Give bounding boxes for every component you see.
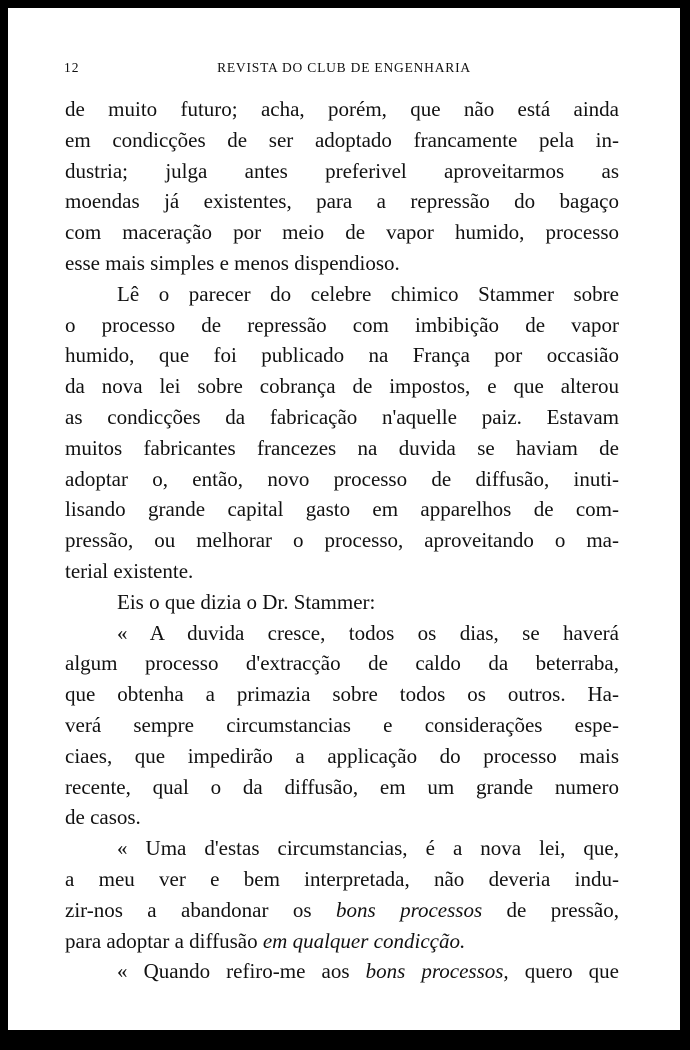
running-title: REVISTA DO CLUB DE ENGENHARIA: [217, 60, 471, 75]
italic-phrase: bons processos,: [365, 959, 509, 984]
text-line: de casos.: [65, 805, 141, 830]
text-line: moendas já existentes, para a repressão do bagaço: [65, 189, 619, 214]
page-number: 12: [64, 60, 80, 75]
text-line: humido, que foi publicado na França por occasião: [65, 343, 619, 368]
text-line: ciaes, que impedirão a applicação do processo mais: [65, 743, 619, 768]
book-page: [8, 8, 680, 1030]
text-line: recente, qual o da diffusão, em um grande numero: [65, 774, 619, 799]
paragraph-5: [65, 833, 619, 956]
text-line: adoptar o, então, novo processo de diffusão, inuti-: [65, 466, 619, 491]
text-line: lisando grande capital gasto em apparelhos de com-: [65, 497, 619, 522]
text-line: [65, 895, 619, 926]
text-line: da nova lei sobre cobrança de impostos, e que alterou: [65, 374, 619, 399]
text-run: para adoptar a diffusão: [65, 928, 263, 953]
text-line: a meu ver e bem interpretada, não deveria indu-: [65, 866, 619, 891]
paragraph-4: [65, 618, 619, 834]
text-line: que obtenha a primazia sobre todos os outros. Ha-: [65, 682, 619, 707]
paragraph-1: [65, 94, 619, 279]
text-line: pressão, ou melhorar o processo, aproveitando o ma-: [65, 528, 619, 553]
paragraph-6: [65, 956, 619, 987]
text-line: « Uma d'estas circumstancias, é a nova lei, que,: [117, 836, 619, 861]
text-line: dustria; julga antes preferivel aproveitarmos as: [65, 158, 619, 183]
text-line: em condicções de ser adoptado francamente pela in-: [65, 127, 619, 152]
text-line: algum processo d'extracção de caldo da beterraba,: [65, 651, 619, 676]
text-line: as condicções da fabricação n'aquelle paiz. Estavam: [65, 404, 619, 429]
text-run: zir-nos a abandonar os: [65, 897, 336, 922]
text-line: « A duvida cresce, todos os dias, se haverá: [117, 620, 619, 645]
text-run: de pressão,: [482, 897, 619, 922]
paragraph-3: [65, 587, 619, 618]
page-header: [64, 60, 624, 80]
text-run: « Quando refiro-me aos: [117, 959, 366, 984]
paragraph-2: [65, 279, 619, 587]
text-line: Lê o parecer do celebre chimico Stammer sobre: [117, 281, 619, 306]
italic-phrase: bons processos: [335, 897, 483, 922]
text-line: [65, 956, 619, 987]
text-line: o processo de repressão com imbibição de vapor: [65, 312, 619, 337]
italic-phrase: em qualquer condicção.: [262, 928, 466, 953]
text-line: muitos fabricantes francezes na duvida se haviam de: [65, 435, 619, 460]
text-line: de muito futuro; acha, porém, que não está ainda: [65, 97, 619, 121]
text-line: verá sempre circumstancias e considerações espe-: [65, 712, 619, 737]
text-line: terial existente.: [65, 558, 194, 583]
text-line: esse mais simples e menos dispendioso.: [65, 250, 400, 275]
body-text: [65, 94, 619, 987]
text-line: [65, 926, 619, 957]
text-line: Eis o que dizia o Dr. Stammer:: [117, 589, 376, 614]
text-run: quero que: [508, 959, 619, 984]
text-line: com maceração por meio de vapor humido, processo: [65, 220, 619, 245]
